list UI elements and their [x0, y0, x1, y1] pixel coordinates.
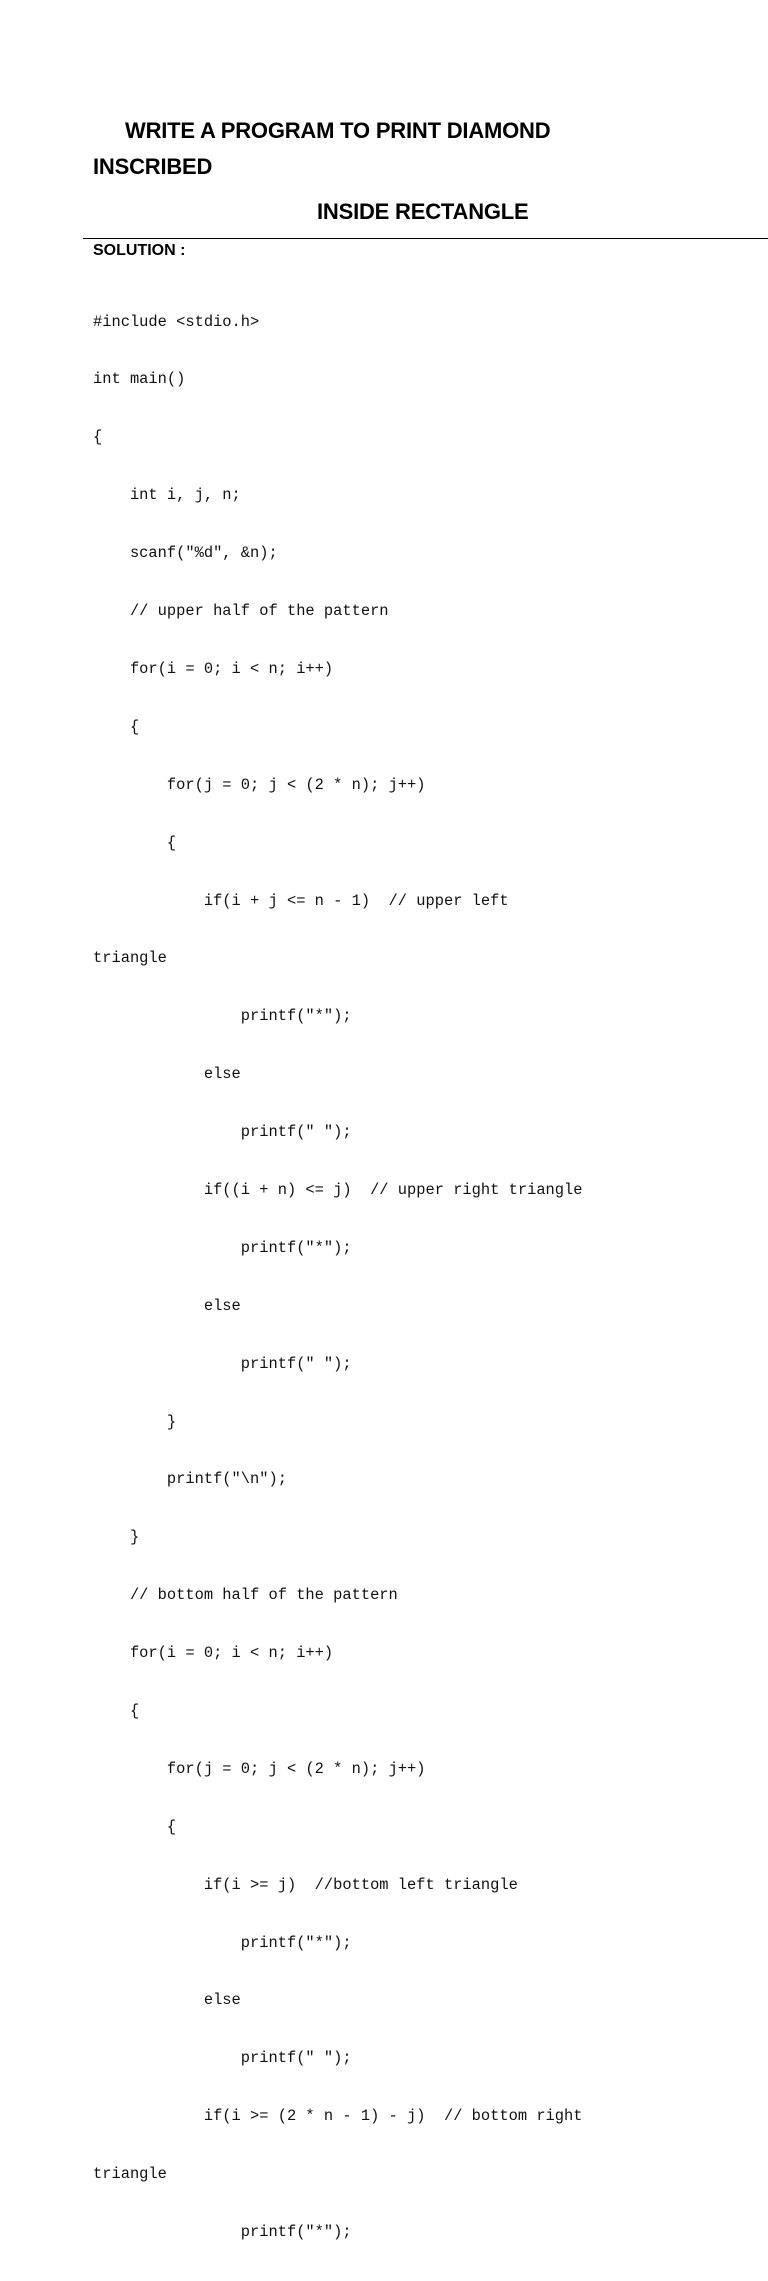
code-line: if(i >= j) //bottom left triangle: [93, 1875, 518, 1894]
code-line: if(i + j <= n - 1) // upper left: [93, 891, 509, 910]
code-line: triangle: [93, 2165, 167, 2184]
code-line: printf(" ");: [93, 2049, 352, 2068]
code-line: // bottom half of the pattern: [93, 1586, 398, 1605]
code-line: triangle: [93, 949, 167, 968]
code-line: #include <stdio.h>: [93, 312, 260, 331]
code-line: printf(" ");: [93, 1354, 352, 1373]
code-line: else: [93, 1991, 241, 2010]
code-line: int i, j, n;: [93, 486, 241, 505]
code-line: printf("\n");: [93, 1470, 287, 1489]
code-line: if(i >= (2 * n - 1) - j) // bottom right: [93, 2107, 583, 2126]
code-line: }: [93, 1412, 177, 1431]
title-line-1: WRITE A PROGRAM TO PRINT DIAMOND: [125, 118, 551, 143]
code-line: for(j = 0; j < (2 * n); j++): [93, 775, 426, 794]
code-line: scanf("%d", &n);: [93, 544, 278, 563]
code-line: {: [93, 1817, 177, 1836]
code-line: for(i = 0; i < n; i++): [93, 1644, 334, 1663]
code-line: printf("*");: [93, 1007, 352, 1026]
code-line: printf("*");: [93, 1238, 352, 1257]
code-line: printf("*");: [93, 1933, 352, 1952]
code-line: else: [93, 1296, 241, 1315]
title-line-3: INSIDE RECTANGLE: [317, 199, 529, 224]
solution-label: SOLUTION :: [93, 242, 186, 259]
horizontal-rule: [83, 238, 768, 239]
code-line: else: [93, 1065, 241, 1084]
code-line: for(j = 0; j < (2 * n); j++): [93, 1759, 426, 1778]
code-line: {: [93, 833, 177, 852]
title-line-2: INSCRIBED: [93, 154, 213, 179]
code-line: }: [93, 1528, 140, 1547]
code-line: printf("*");: [93, 2222, 352, 2241]
code-line: int main(): [93, 370, 186, 389]
code-line: // upper half of the pattern: [93, 602, 389, 621]
code-line: {: [93, 717, 140, 736]
code-line: for(i = 0; i < n; i++): [93, 659, 334, 678]
code-line: {: [93, 1701, 140, 1720]
code-line: printf(" ");: [93, 1123, 352, 1142]
code-line: {: [93, 428, 103, 447]
code-block: [93, 274, 583, 2281]
code-line: if((i + n) <= j) // upper right triangle: [93, 1180, 583, 1199]
